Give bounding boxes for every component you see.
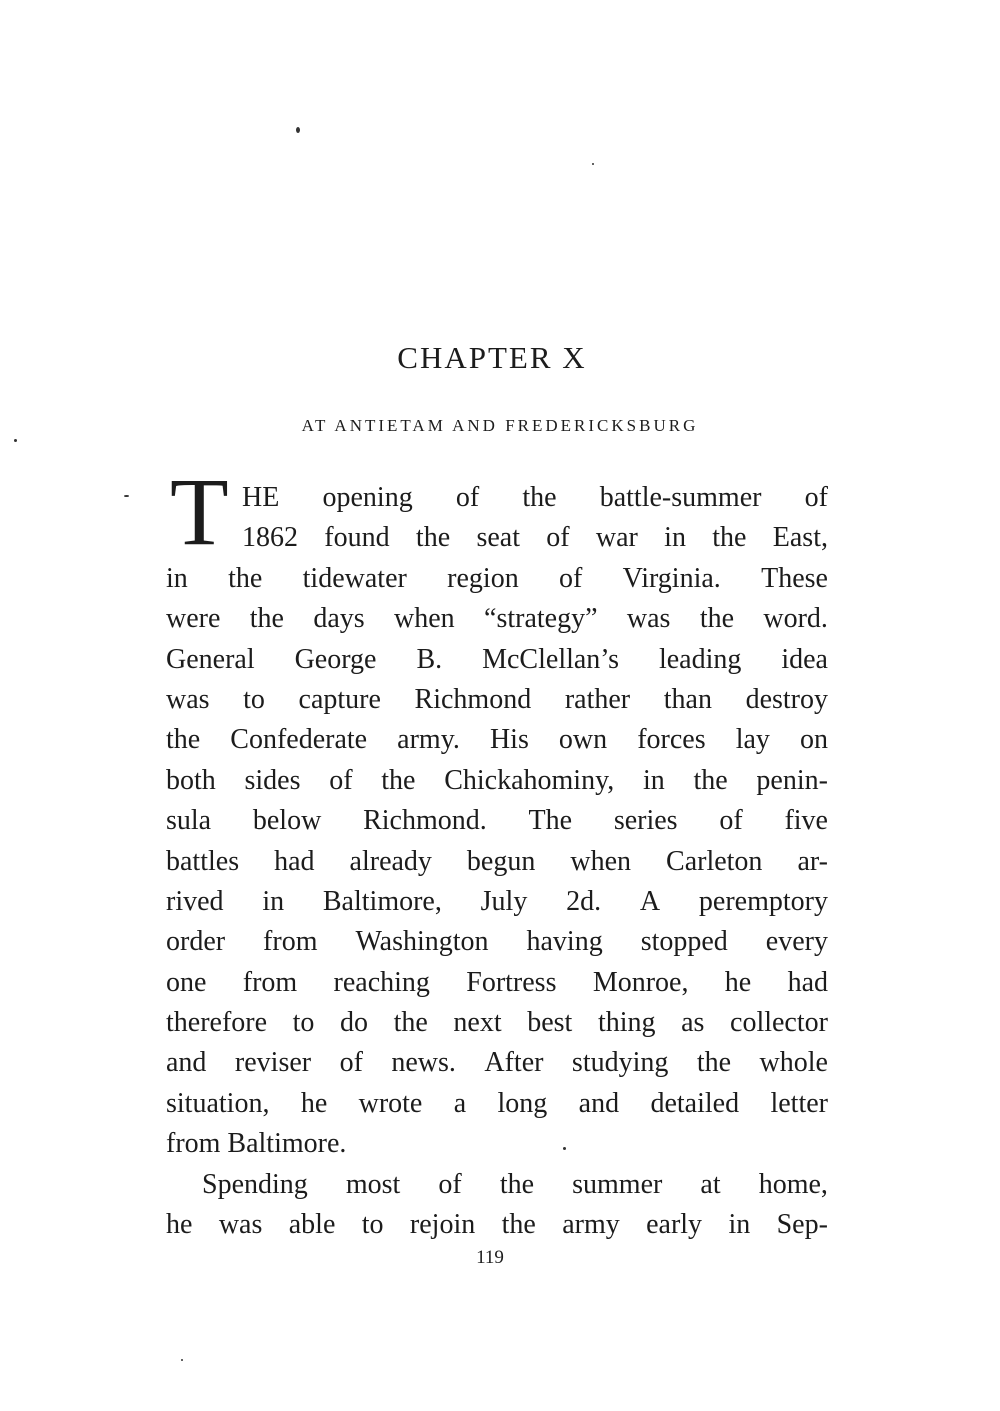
text-line [166, 599, 828, 639]
word: Washington [355, 926, 489, 958]
word: already [349, 845, 432, 877]
text-line [166, 1205, 828, 1245]
word: sula [166, 805, 212, 837]
word: to [361, 1209, 384, 1241]
word: next [453, 1007, 502, 1039]
word: George [294, 643, 377, 675]
chapter-body-text [166, 478, 828, 1245]
word: days [313, 603, 365, 635]
word: opening [322, 482, 413, 513]
word: long [497, 1087, 548, 1119]
text-line [166, 478, 828, 518]
word: war [595, 522, 638, 554]
word: early [646, 1209, 703, 1241]
word: had [274, 845, 315, 877]
word: in [642, 764, 665, 796]
word: ar- [797, 845, 828, 877]
scan-speck [592, 163, 594, 165]
word: he [300, 1087, 328, 1119]
word: home, [758, 1168, 828, 1200]
word: than [663, 683, 712, 715]
word: in [166, 562, 188, 594]
word: Confederate [230, 724, 368, 756]
word: found [324, 522, 390, 554]
word: of [559, 562, 583, 594]
word: when [394, 603, 455, 635]
word: seat [476, 522, 520, 554]
word: both [166, 764, 216, 796]
word: HE [242, 482, 280, 513]
word: had [787, 966, 828, 998]
word: therefore [166, 1007, 268, 1039]
text-line [166, 801, 828, 841]
text-line [166, 720, 828, 760]
word: the [166, 724, 201, 756]
word: Fortress [466, 966, 557, 998]
word: thing [597, 1007, 656, 1039]
word: summer [572, 1168, 663, 1200]
word: news. [391, 1047, 456, 1079]
text-line [166, 1003, 828, 1043]
text-line [166, 842, 828, 882]
word: one [166, 966, 207, 998]
word: and [166, 1047, 207, 1079]
word: These [761, 562, 828, 594]
word: the [499, 1168, 535, 1200]
word: 2d. [566, 885, 602, 917]
word: best [527, 1007, 573, 1039]
word: order [166, 926, 226, 958]
word: the [393, 1007, 428, 1039]
word: B. [416, 643, 443, 675]
word: army. [397, 724, 460, 756]
word: His [489, 724, 529, 756]
word: region [447, 562, 519, 594]
word: Monroe, [592, 966, 689, 998]
word: peremptory [698, 885, 828, 917]
text-line [166, 963, 828, 1003]
word: was [166, 683, 210, 715]
chapter-heading: CHAPTER X [397, 340, 587, 375]
word: collector [730, 1007, 828, 1039]
word: Baltimore, [322, 885, 442, 917]
word: of [546, 522, 570, 554]
word: forces [637, 724, 706, 756]
word: the [522, 482, 557, 513]
word: sides [244, 764, 301, 796]
word: begun [466, 845, 536, 877]
word: he [724, 966, 752, 998]
word: stopped [640, 926, 728, 958]
word: most [345, 1168, 401, 1200]
text-line [166, 518, 828, 558]
word: word. [763, 603, 828, 635]
word: the [696, 1047, 732, 1079]
word: whole [759, 1047, 828, 1079]
word: Richmond [414, 683, 532, 715]
word: “strategy” [484, 603, 598, 635]
word: letter [770, 1087, 828, 1119]
word: five [784, 805, 828, 837]
word: having [526, 926, 603, 958]
drop-cap: T [170, 458, 229, 565]
word: on [799, 724, 828, 756]
word: A [639, 885, 661, 917]
text-line [166, 640, 828, 680]
page-number: 119 [476, 1247, 504, 1268]
text-line [166, 922, 828, 962]
word: the [693, 764, 728, 796]
word: studying [571, 1047, 669, 1079]
word: in [262, 885, 285, 917]
word: series [613, 805, 678, 837]
word: After [484, 1047, 544, 1079]
word: the [501, 1209, 536, 1241]
word: the [699, 603, 735, 635]
word: in [664, 522, 686, 554]
word: of [455, 482, 480, 513]
word: do [340, 1007, 369, 1039]
text-line [166, 559, 828, 599]
scan-speck [14, 439, 17, 442]
word: of [438, 1168, 462, 1200]
word: Sep- [776, 1209, 828, 1241]
word: of [339, 1047, 363, 1079]
word: rived [166, 885, 224, 917]
word: he [166, 1209, 193, 1241]
word: the [712, 522, 747, 554]
word: destroy [745, 683, 828, 715]
word: of [804, 482, 828, 513]
word: at [700, 1168, 721, 1200]
word: when [570, 845, 632, 877]
word: to [243, 683, 265, 715]
word: July [480, 885, 528, 917]
scan-speck [124, 495, 129, 497]
word: the [381, 764, 416, 796]
word: wrote [358, 1087, 423, 1119]
word: army [562, 1209, 620, 1241]
word: Virginia. [622, 562, 721, 594]
word: able [288, 1209, 336, 1241]
word: battle-summer [599, 482, 762, 513]
word: capture [298, 683, 381, 715]
word: East, [772, 522, 828, 554]
word: was [218, 1209, 263, 1241]
word: Richmond. [363, 805, 487, 837]
word: from [242, 966, 298, 998]
text-line [166, 680, 828, 720]
word: Carleton [666, 845, 763, 877]
word: rejoin [409, 1209, 476, 1241]
word: was [626, 603, 671, 635]
word: rather [564, 683, 631, 715]
word: lay [735, 724, 770, 756]
word: 1862 [242, 522, 298, 554]
text-line [166, 882, 828, 922]
word: of [719, 805, 743, 837]
word: the [415, 522, 451, 554]
word: to [292, 1007, 315, 1039]
word: in [728, 1209, 751, 1241]
word: detailed [650, 1087, 740, 1119]
word: reaching [333, 966, 430, 998]
word: from [263, 926, 318, 958]
word: situation, [166, 1087, 270, 1119]
word: as [681, 1007, 705, 1039]
word: the [249, 603, 284, 635]
word: from Baltimore. [166, 1128, 347, 1160]
scan-speck [563, 1147, 566, 1150]
text-line [166, 1084, 828, 1124]
word: penin- [756, 764, 828, 796]
word: leading [658, 643, 742, 675]
word: Chickahominy, [444, 764, 615, 796]
word: idea [781, 643, 828, 675]
word: McClellan’s [482, 643, 619, 675]
text-line [166, 1043, 828, 1083]
chapter-subtitle: AT ANTIETAM AND FREDERICKSBURG [301, 416, 699, 435]
word: General [166, 643, 255, 675]
word: below [252, 805, 322, 837]
word: own [558, 724, 608, 756]
text-line [166, 1124, 828, 1164]
word: tidewater [302, 562, 407, 594]
word: a [453, 1087, 467, 1119]
text-line [166, 1165, 828, 1205]
word: and [578, 1087, 620, 1119]
scan-speck [296, 127, 300, 133]
word: the [228, 562, 263, 594]
word: were [166, 603, 221, 635]
word: Spending [202, 1168, 308, 1200]
word: battles [166, 845, 240, 877]
word: every [765, 926, 828, 958]
text-line [166, 761, 828, 801]
word: The [528, 805, 573, 837]
scan-speck [181, 1359, 183, 1361]
word: reviser [234, 1047, 312, 1079]
word: of [329, 764, 353, 796]
